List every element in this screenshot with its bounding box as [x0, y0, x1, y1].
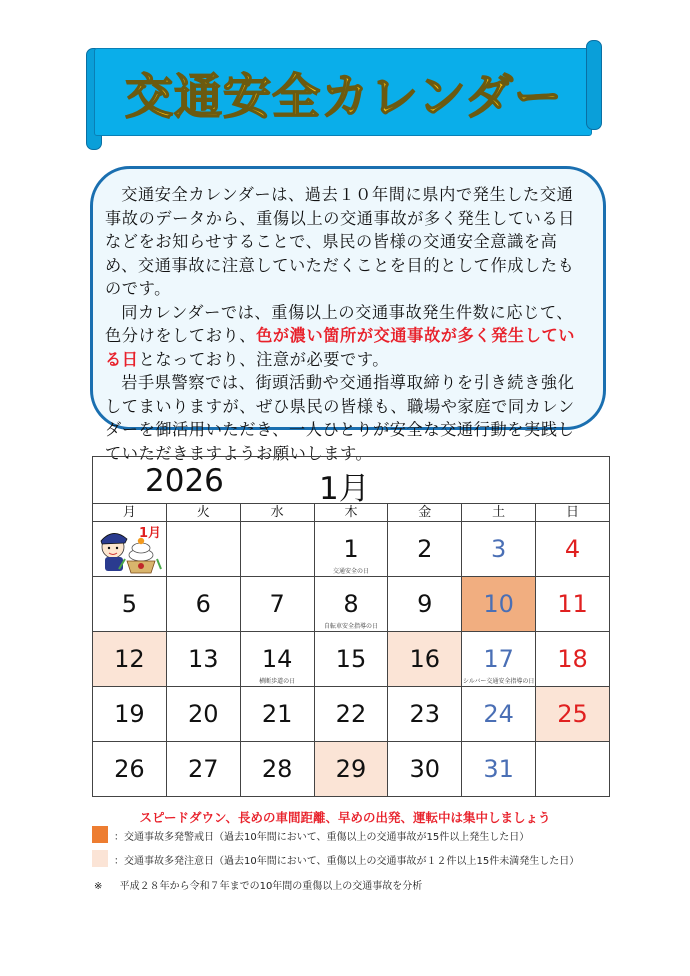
calendar-day-cell	[462, 577, 536, 632]
day-number: 19	[114, 700, 145, 728]
calendar-day-cell	[93, 687, 167, 742]
day-number: 24	[483, 700, 514, 728]
intro-highlight: 色が濃い箇所が交通事故が多く発生している日	[105, 326, 576, 369]
day-number: 2	[417, 535, 433, 563]
day-note: 交通安全の日	[332, 568, 369, 575]
calendar-empty-cell	[240, 522, 314, 577]
calendar-table	[92, 456, 610, 797]
title-banner	[86, 44, 602, 125]
calendar-day-cell	[240, 632, 314, 687]
calendar-day-cell	[536, 577, 610, 632]
legend-text-warning: ：交通事故多発警戒日（過去10年間において、重傷以上の交通事故が15件以上発生した日）	[114, 832, 530, 843]
footnote-mark: ※	[94, 881, 103, 892]
day-number: 20	[187, 700, 219, 728]
calendar-day-cell	[462, 522, 536, 577]
day-number: 18	[557, 645, 588, 673]
day-number: 25	[557, 700, 588, 728]
day-number: 21	[261, 700, 293, 728]
calendar-week-row	[93, 742, 610, 797]
calendar-day-cell	[536, 522, 610, 577]
calendar-day-cell	[462, 687, 536, 742]
calendar-day-cell	[166, 632, 240, 687]
calendar-day-cell	[388, 742, 462, 797]
day-number: 26	[114, 755, 145, 783]
weekday-header: 木	[314, 504, 388, 522]
weekday-header: 火	[166, 504, 240, 522]
intro-paragraph-2	[105, 301, 587, 372]
calendar-week-row	[93, 632, 610, 687]
day-number: 28	[261, 755, 293, 783]
day-number: 31	[483, 755, 514, 783]
day-number: 7	[269, 590, 285, 618]
day-number: 1	[343, 535, 359, 563]
day-number: 23	[409, 700, 441, 728]
calendar-day-cell	[166, 742, 240, 797]
calendar-day-cell	[388, 687, 462, 742]
calendar-title-cell	[93, 457, 610, 507]
safety-slogan: スピードダウン、長めの車間距離、早めの出発、運転中は集中しましょう	[139, 810, 551, 825]
calendar-day-cell	[93, 632, 167, 687]
day-number: 16	[409, 645, 441, 673]
calendar-day-cell	[388, 577, 462, 632]
calendar-day-cell	[240, 577, 314, 632]
day-number: 30	[409, 755, 441, 783]
intro-p2-text: 同カレンダーでは、重傷以上の交通事故発生件数に応じて、色分けをしており、	[105, 302, 574, 345]
calendar-week-row	[93, 522, 610, 577]
day-number: 9	[417, 590, 433, 618]
weekday-header: 金	[388, 504, 462, 522]
day-note: 横断歩道の日	[259, 678, 296, 685]
calendar-empty-cell	[536, 742, 610, 797]
intro-p2-text-after: となっており、注意が必要です。	[138, 349, 390, 369]
calendar-day-cell	[240, 742, 314, 797]
calendar-day-cell	[93, 742, 167, 797]
day-number: 13	[187, 645, 219, 673]
day-number: 17	[483, 645, 514, 673]
weekday-header: 月	[93, 504, 167, 522]
day-number: 22	[335, 700, 367, 728]
calendar-day-cell	[240, 687, 314, 742]
day-number: 8	[343, 590, 359, 618]
footnote	[94, 877, 422, 892]
calendar-empty-cell	[166, 522, 240, 577]
day-number: 4	[564, 535, 581, 563]
day-number: 12	[114, 645, 145, 673]
calendar-year: 2026	[145, 463, 224, 499]
svg-text:1月: 1月	[139, 526, 162, 541]
calendar-day-cell	[462, 742, 536, 797]
calendar-day-cell	[314, 742, 388, 797]
footnote-text: 平成２８年から令和７年までの10年間の重傷以上の交通事故を分析	[119, 881, 423, 892]
day-number: 6	[195, 590, 211, 618]
page-title: 交通安全カレンダー	[125, 69, 563, 125]
calendar-day-cell	[388, 522, 462, 577]
day-number: 15	[335, 645, 367, 673]
weekday-header: 土	[462, 504, 536, 522]
weekday-header: 日	[536, 504, 610, 522]
legend-text-caution: ：交通事故多発注意日（過去10年間において、重傷以上の交通事故が１２件以上15件未満発生した日）	[114, 856, 580, 867]
calendar-day-cell	[314, 577, 388, 632]
calendar-month: 1月	[319, 471, 370, 507]
calendar-empty-cell	[93, 522, 167, 577]
intro-paragraph-3: 岩手県警察では、街頭活動や交通指導取締りを引き続き強化してまいりますが、ぜひ県民の皆様も、職場や家庭で同カレンダーを御活用いただき、一人ひとりが安全な交通行動を実践していただきますようお願いします。	[105, 373, 575, 463]
calendar-day-cell	[93, 577, 167, 632]
calendar-day-cell	[314, 687, 388, 742]
calendar-day-cell	[314, 632, 388, 687]
calendar-week-row	[93, 577, 610, 632]
calendar-day-cell	[314, 522, 388, 577]
weekday-header: 水	[240, 504, 314, 522]
calendar-day-cell	[388, 632, 462, 687]
day-number: 10	[483, 590, 514, 618]
calendar-day-cell	[166, 687, 240, 742]
intro-paragraph-1: 交通安全カレンダーは、過去１０年間に県内で発生した交通事故のデータから、重傷以上の交通事故が多く発生している日などをお知らせすることで、県民の皆様の交通安全意識を高め、交通事故に注意していただくことを目的として作成したものです。	[105, 185, 576, 298]
calendar-day-cell	[536, 687, 610, 742]
day-note: シルバー交通安全指導の日	[462, 678, 535, 685]
day-number: 5	[121, 590, 138, 618]
calendar-day-cell	[536, 632, 610, 687]
day-number: 29	[335, 755, 367, 783]
day-number: 14	[261, 645, 293, 673]
calendar-day-cell	[166, 577, 240, 632]
calendar-day-cell	[462, 632, 536, 687]
calendar-week-row	[93, 687, 610, 742]
intro-box	[90, 166, 606, 463]
day-number: 11	[557, 590, 588, 618]
day-note: 自転車安全指導の日	[323, 623, 378, 630]
legend-swatch-heavy	[92, 826, 108, 843]
police-mascot-kagamimochi-icon	[97, 525, 163, 575]
day-number: 3	[491, 535, 507, 563]
legend-swatch-light	[92, 850, 108, 867]
day-number: 27	[187, 755, 219, 783]
